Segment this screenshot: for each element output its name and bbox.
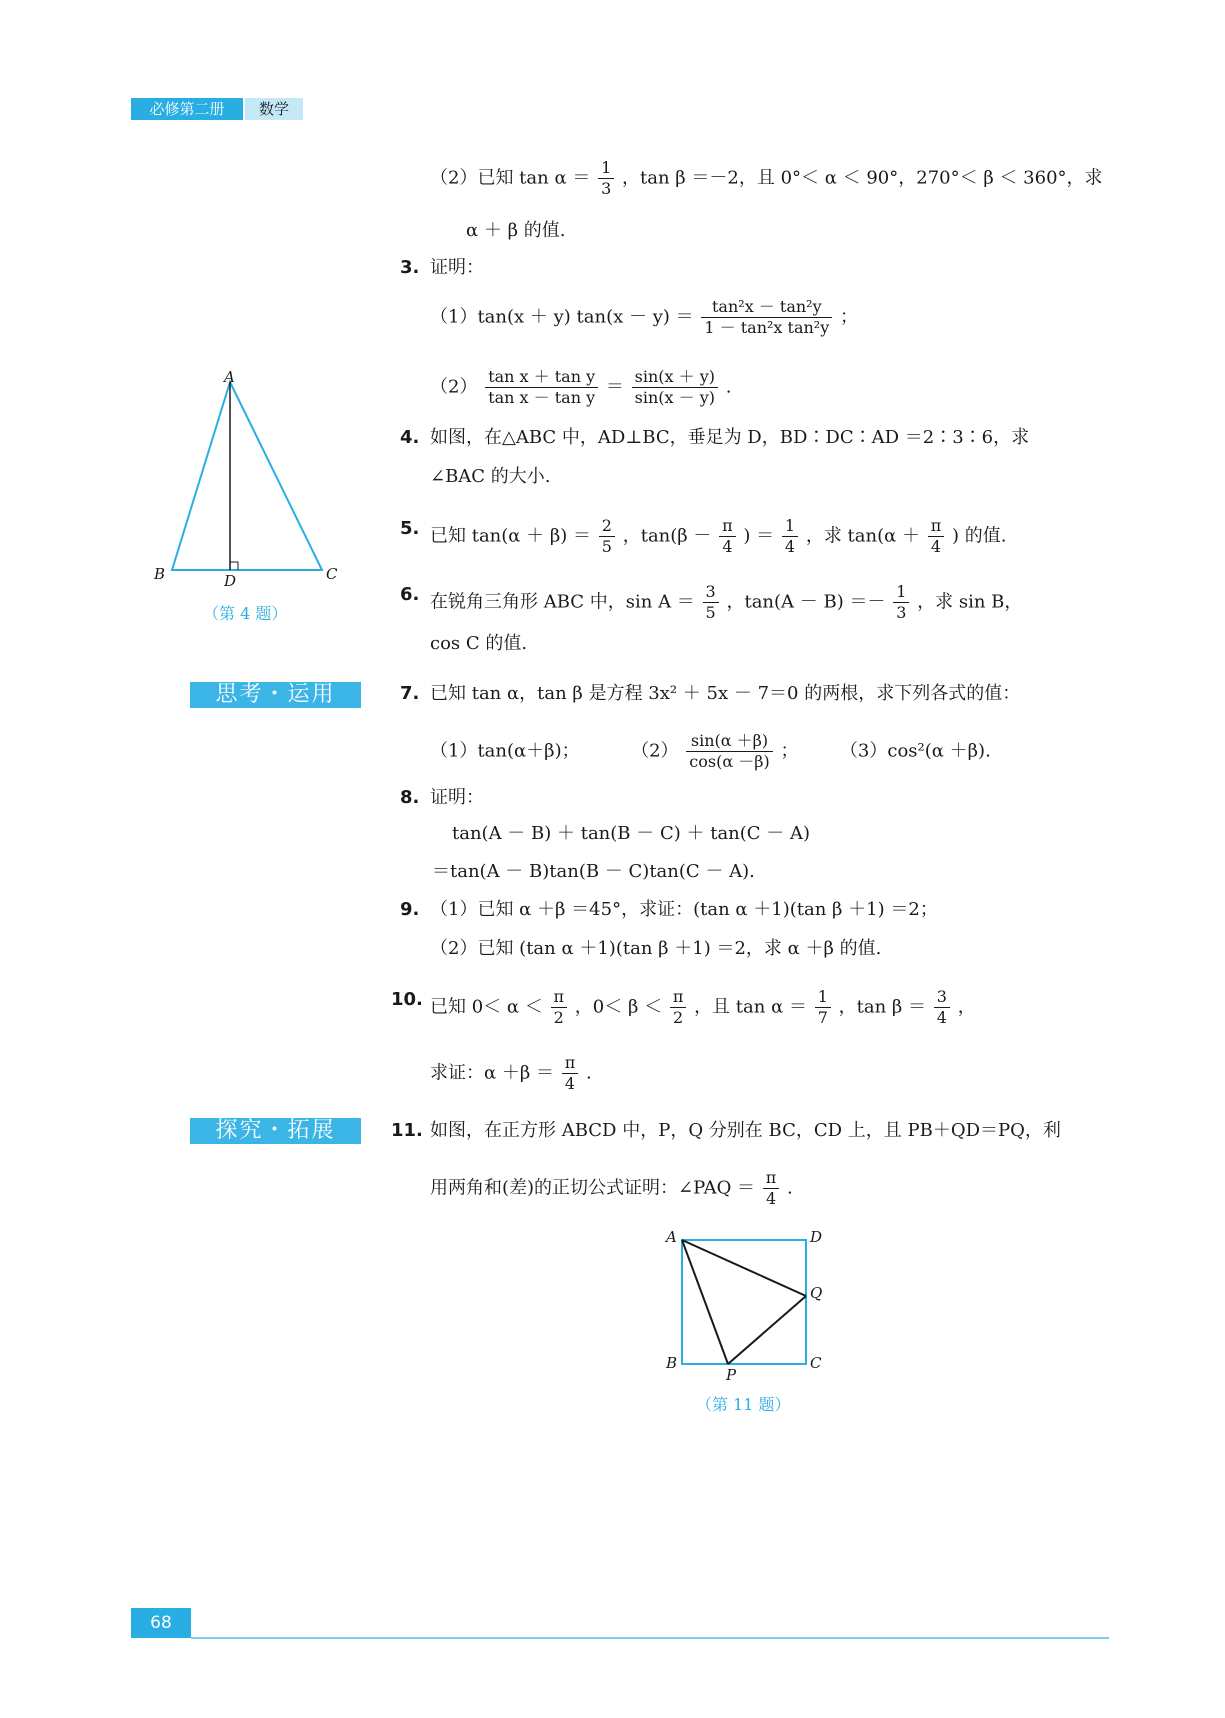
problem-11-line-1: 如图，在正方形 ABCD 中，P，Q 分别在 BC，CD 上，且 PB＋QD＝PQ，利 — [430, 1120, 1061, 1141]
section-explore-extend: 探究・拓展 — [190, 1118, 361, 1144]
fraction: $\frac{1}{3}$ — [598, 158, 614, 199]
problem-2-2-line-1: （2）已知 tan α ＝ $\frac{1}{3}$ ，tan β ＝－2，且 0°＜ α ＜ 90°，270°＜ β ＜ 360°，求 — [430, 158, 1103, 198]
problem-number-8: 8. — [400, 787, 420, 808]
figure-4-triangle — [150, 370, 350, 590]
problem-10-line-1: 已知 0＜ α ＜ $\frac{\pi}{2}$ ，0＜ β ＜ $\frac{\pi}{2}$ ，且 tan α ＝ $\frac{1}{7}$ ，tan β ＝ $\frac{3}{4}$ ， — [430, 987, 976, 1027]
problem-7-line-1: 已知 tan α，tan β 是方程 3x² ＋ 5x － 7＝0 的两根，求下列各式的值： — [430, 683, 1021, 704]
page-number: 68 — [131, 1608, 191, 1638]
fig4-label-a: A — [224, 368, 235, 386]
problem-number-10: 10. — [391, 989, 423, 1010]
fig4-label-d: D — [224, 572, 237, 590]
problem-8-line-2: ＝tan(A － B)tan(B － C)tan(C － A). — [432, 861, 755, 882]
problem-6-line-2: cos C 的值. — [430, 633, 528, 654]
triangle-abc — [172, 382, 322, 570]
problem-3-1: （1）tan(x ＋ y) tan(x － y) ＝ $\frac{\text{tan²x － tan²y}}{\text{1 － tan²x tan²y}}$ ； — [430, 297, 858, 337]
segment-pq — [728, 1296, 806, 1364]
problem-3-title: 证明： — [430, 257, 484, 278]
problem-10-line-2: 求证：α ＋β ＝ $\frac{\pi}{4}$ . — [430, 1053, 592, 1093]
fig4-label-c: C — [326, 565, 338, 583]
running-header — [131, 98, 303, 120]
problem-7-line-2: （1）tan(α＋β)； （2） $\frac{\sin(\alpha +\beta)}{\cos(\alpha -\beta)}$ ； （3）cos²(α ＋β). — [430, 731, 991, 771]
problem-2-2-line-2: α ＋ β 的值. — [466, 220, 566, 241]
right-angle-mark — [230, 562, 238, 570]
fig11-label-d: D — [810, 1228, 823, 1246]
figure-11-caption: （第 11 题） — [696, 1395, 791, 1414]
problem-number-9: 9. — [400, 899, 420, 920]
problem-5: 已知 tan(α ＋ β) ＝ $\frac{2}{5}$ ，tan(β － $\frac{\pi}{4}$ ) ＝ $\frac{1}{4}$ ，求 tan(α ＋ $\frac{\pi}{4}$ ) 的值. — [430, 516, 1007, 556]
problem-3-2: （2） $\frac{\text{tan x ＋ tan y}}{\text{tan x － tan y}}$ ＝ $\frac{\sin(x + y)}{\sin(x - y)}$ . — [430, 367, 732, 407]
problem-9-1: （1）已知 α ＋β ＝45°，求证：(tan α ＋1)(tan β ＋1) ＝2； — [430, 899, 938, 920]
problem-number-5: 5. — [400, 518, 420, 539]
problem-number-6: 6. — [400, 584, 420, 605]
problem-6-line-1: 在锐角三角形 ABC 中，sin A ＝ $\frac{3}{5}$ ，tan(A － B) ＝－ $\frac{1}{3}$ ，求 sin B， — [430, 582, 1023, 622]
footer-divider — [191, 1637, 1109, 1639]
figure-4-caption: （第 4 题） — [203, 604, 288, 623]
problem-number-7: 7. — [400, 683, 420, 704]
problem-9-2: （2）已知 (tan α ＋1)(tan β ＋1) ＝2，求 α ＋β 的值. — [430, 938, 882, 959]
problem-8-title: 证明： — [430, 787, 484, 808]
problem-4-line-2: ∠BAC 的大小. — [430, 466, 551, 487]
fig11-label-p: P — [726, 1366, 737, 1384]
section-think-apply: 思考・运用 — [190, 682, 361, 708]
problem-number-11: 11. — [391, 1120, 423, 1141]
fig11-label-a: A — [666, 1228, 677, 1246]
problem-11-line-2: 用两角和(差)的正切公式证明：∠PAQ ＝ $\frac{\pi}{4}$ . — [430, 1168, 793, 1208]
fig11-label-c: C — [810, 1354, 822, 1372]
problem-number-4: 4. — [400, 427, 420, 448]
square-abcd — [682, 1240, 806, 1364]
problem-4-line-1: 如图，在△ABC 中，AD⊥BC，垂足为 D，BD∶DC∶AD ＝2∶3∶6，求 — [430, 427, 1030, 448]
fig11-label-b: B — [666, 1354, 678, 1372]
subject-label: 数学 — [245, 98, 303, 120]
problem-8-line-1: tan(A － B) ＋ tan(B － C) ＋ tan(C － A) — [452, 823, 811, 844]
figure-11-square — [670, 1228, 823, 1378]
fig11-label-q: Q — [810, 1284, 823, 1302]
problem-number-3: 3. — [400, 257, 420, 278]
fig4-label-b: B — [154, 565, 166, 583]
book-label: 必修第二册 — [131, 98, 243, 120]
